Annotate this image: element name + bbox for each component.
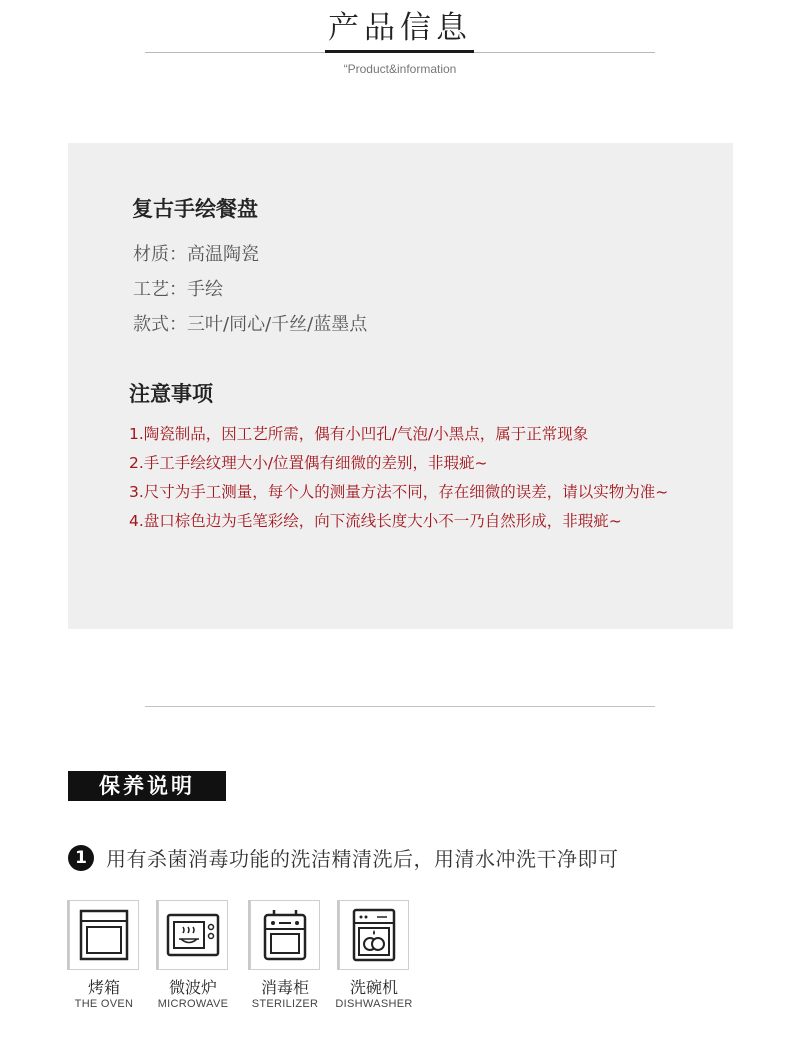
care-step-text: 用有杀菌消毒功能的洗洁精清洗后，用清水冲洗干净即可 — [106, 847, 619, 871]
care-section-label: 保养说明 — [68, 771, 226, 801]
appliance-name-cn: 烤箱 — [87, 978, 120, 997]
attribute-material: 材质：高温陶瓷 — [133, 244, 259, 265]
microwave-icon — [158, 900, 228, 970]
section-divider — [145, 706, 655, 707]
oven-icon — [69, 900, 139, 970]
appliance-sterilizer — [238, 900, 332, 1010]
page-title: 产品信息 — [328, 10, 472, 46]
notice-title: 注意事项 — [129, 382, 213, 406]
appliance-name-cn: 微波炉 — [168, 978, 217, 997]
attribute-craft: 工艺：手绘 — [133, 279, 223, 300]
appliance-name-en: THE OVEN — [74, 998, 134, 1010]
attribute-style: 款式：三叶/同心/千丝/蓝墨点 — [133, 314, 368, 335]
notice-item: 3.尺寸为手工测量，每个人的测量方法不同，存在细微的误差，请以实物为准~ — [129, 483, 669, 501]
appliance-name-en: MICROWAVE — [157, 998, 229, 1010]
dishwasher-icon — [339, 900, 409, 970]
appliance-dishwasher — [327, 900, 421, 1010]
notice-item: 2.手工手绘纹理大小/位置偶有细微的差别，非瑕疵~ — [129, 454, 488, 472]
title-underline — [325, 50, 474, 53]
appliance-microwave — [146, 900, 240, 1010]
appliance-name-cn: 洗碗机 — [349, 978, 398, 997]
notice-list — [129, 420, 677, 536]
notice-item: 4.盘口棕色边为毛笔彩绘，向下流线长度大小不一乃自然形成，非瑕疵~ — [129, 512, 622, 530]
appliance-oven — [57, 900, 151, 1010]
sterilizer-icon — [250, 900, 320, 970]
notice-item: 1.陶瓷制品，因工艺所需，偶有小凹孔/气泡/小黑点，属于正常现象 — [129, 425, 589, 443]
product-name: 复古手绘餐盘 — [132, 197, 258, 221]
appliance-name-cn: 消毒柜 — [260, 978, 309, 997]
page-subtitle: “Product&information — [343, 62, 457, 76]
step-number-badge: 1 — [68, 845, 94, 871]
appliance-name-en: STERILIZER — [251, 998, 319, 1010]
appliance-name-en: DISHWASHER — [335, 998, 413, 1010]
